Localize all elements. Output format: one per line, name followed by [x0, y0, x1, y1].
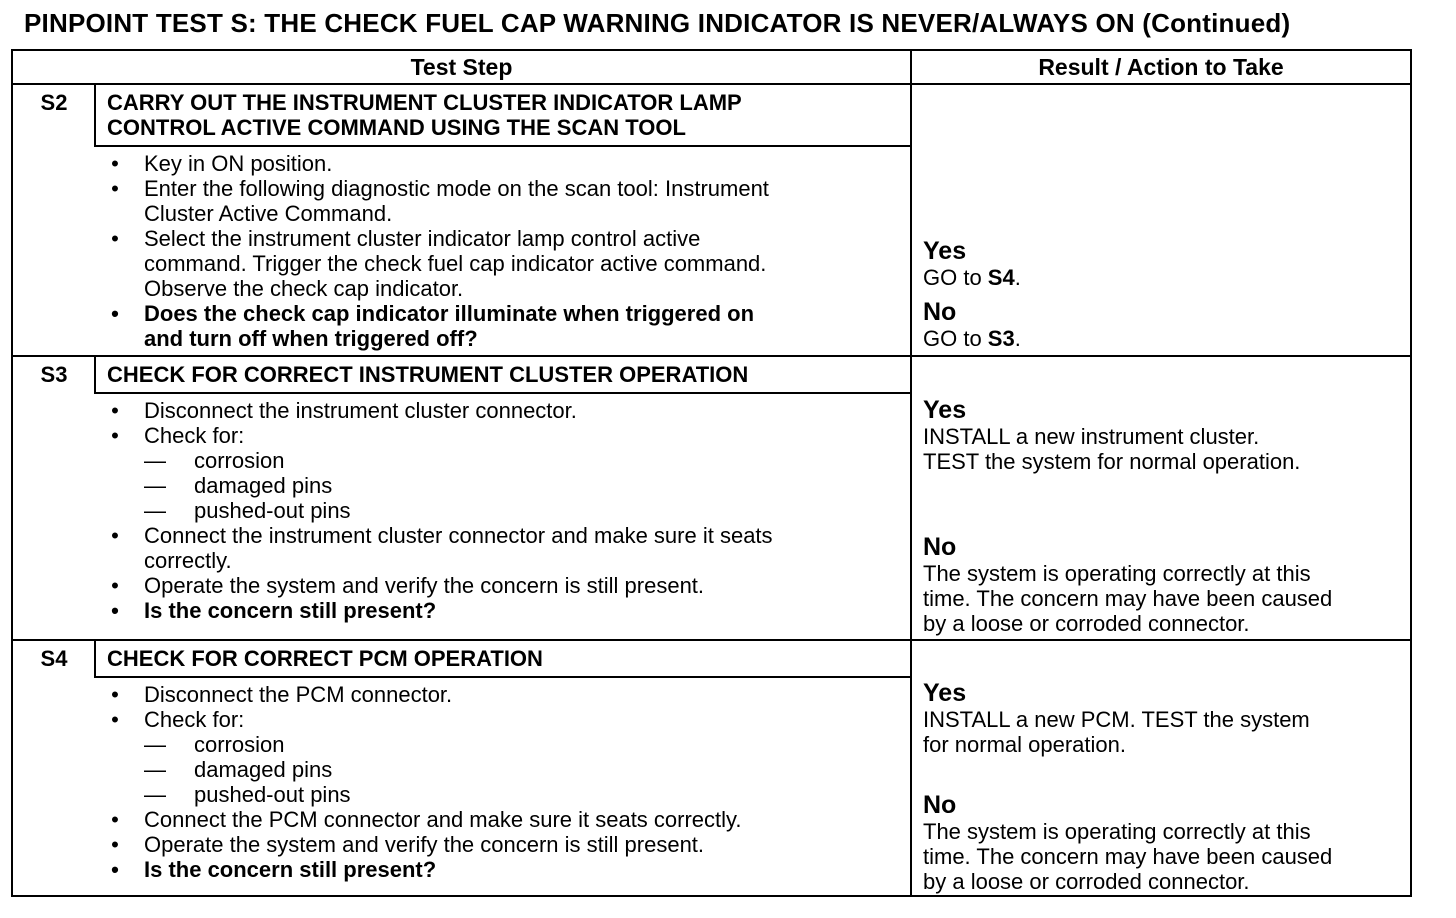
- result-no: No GO to S3.: [923, 298, 1408, 351]
- result-yes: Yes GO to S4.: [923, 237, 1408, 290]
- list-item: • Operate the system and verify the concern is still present.: [111, 832, 705, 857]
- column-header-test-step: Test Step: [410, 54, 513, 80]
- list-item: • Connect the instrument cluster connector and make sure it seats correctly.: [111, 523, 773, 573]
- list-item: • Check for:: [111, 707, 245, 732]
- step-title: CHECK FOR CORRECT PCM OPERATION: [107, 646, 543, 671]
- goto-link[interactable]: S3: [987, 326, 1015, 351]
- list-item: • Operate the system and verify the concern is still present.: [111, 573, 705, 598]
- step-id: S2: [40, 90, 68, 115]
- result-yes: Yes INSTALL a new PCM. TEST the system for normal operation.: [923, 679, 1408, 757]
- yes-label: Yes: [923, 237, 967, 265]
- table-divider: [95, 392, 911, 394]
- sub-item: — pushed-out pins: [144, 498, 351, 523]
- no-label: No: [923, 298, 957, 326]
- question-item: • Does the check cap indicator illuminate when triggered on and turn off when triggered off?: [111, 301, 755, 351]
- list-item: • Enter the following diagnostic mode on the scan tool: Instrument Cluster Active Command.: [111, 176, 769, 226]
- table-divider: [95, 676, 911, 678]
- list-item: • Disconnect the instrument cluster connector.: [111, 398, 577, 423]
- question-item: • Is the concern still present?: [111, 598, 437, 623]
- no-label: No: [923, 791, 957, 819]
- result-no: No The system is operating correctly at this time. The concern may have been caused by a loose or corroded connector.: [923, 791, 1408, 894]
- step-instructions: [107, 398, 907, 623]
- list-item: • Key in ON position.: [111, 151, 333, 176]
- no-label: No: [923, 533, 957, 561]
- step-title: CHECK FOR CORRECT INSTRUMENT CLUSTER OPERATION: [107, 362, 749, 387]
- step-title: CARRY OUT THE INSTRUMENT CLUSTER INDICATOR LAMP CONTROL ACTIVE COMMAND USING THE SCAN TOOL: [107, 90, 742, 140]
- list-item: • Connect the PCM connector and make sure it seats correctly.: [111, 807, 742, 832]
- step-id: S4: [40, 646, 68, 671]
- sub-item: — pushed-out pins: [144, 782, 351, 807]
- sub-item: — corrosion: [144, 448, 285, 473]
- table-divider: [11, 639, 1412, 641]
- step-id: S3: [40, 362, 68, 387]
- list-item: • Disconnect the PCM connector.: [111, 682, 453, 707]
- column-header-result: Result / Action to Take: [1038, 54, 1284, 80]
- result-no: No The system is operating correctly at this time. The concern may have been caused by a loose or corroded connector.: [923, 533, 1408, 636]
- result-yes: Yes INSTALL a new instrument cluster. TEST the system for normal operation.: [923, 396, 1408, 474]
- sub-item: — corrosion: [144, 732, 285, 757]
- sub-item: — damaged pins: [144, 473, 333, 498]
- yes-label: Yes: [923, 396, 967, 424]
- goto-link[interactable]: S4: [987, 265, 1015, 290]
- page-title: PINPOINT TEST S: THE CHECK FUEL CAP WARNING INDICATOR IS NEVER/ALWAYS ON (Continued): [24, 8, 1291, 38]
- table-divider: [11, 355, 1412, 357]
- table-divider: [910, 49, 912, 897]
- yes-label: Yes: [923, 679, 967, 707]
- step-instructions: [107, 682, 907, 882]
- table-divider: [95, 145, 911, 147]
- list-item: • Check for:: [111, 423, 245, 448]
- sub-item: — damaged pins: [144, 757, 333, 782]
- table-divider: [11, 83, 1412, 85]
- step-instructions: [107, 151, 907, 351]
- list-item: • Select the instrument cluster indicator lamp control active command. Trigger the check fuel cap indicator active command. Observe the check cap indicator.: [111, 226, 767, 301]
- question-item: • Is the concern still present?: [111, 857, 437, 882]
